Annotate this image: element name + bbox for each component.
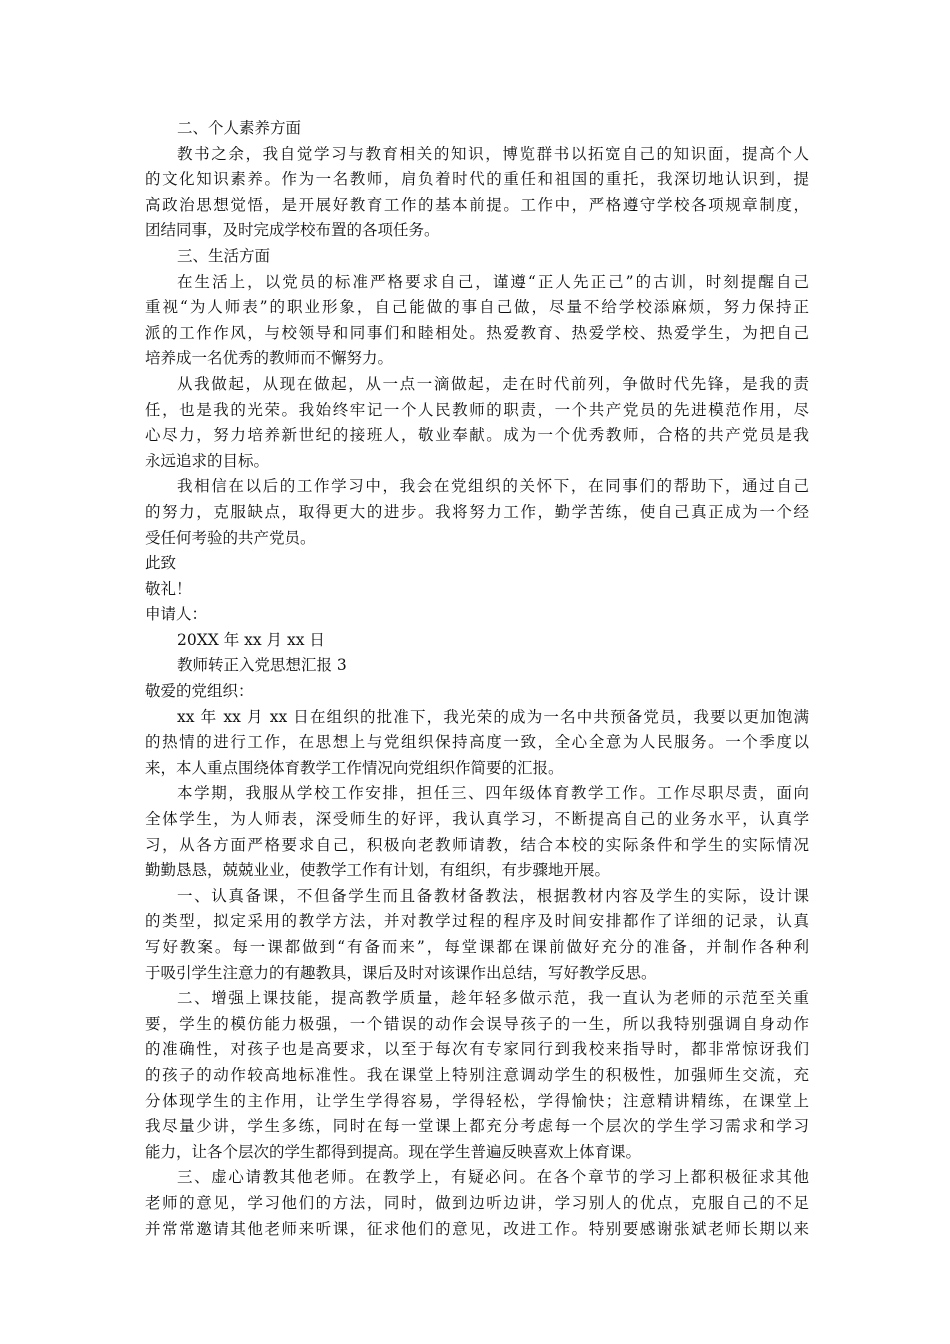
text-line: 于吸引学生注意力的有趣教具，课后及时对该课作出总结，写好教学反思。	[145, 963, 657, 982]
text-line: 此致	[145, 554, 177, 573]
text-line: 重视“为人师表”的职业形象，自己能做的事自己做，尽量不给学校添麻烦，努力保持正	[145, 298, 809, 317]
text-line: 要，学生的模仿能力极强，一个错误的动作会误导孩子的一生，所以我特别强调自身动作	[145, 1014, 809, 1033]
text-line: 全体学生，为人师表，深受师生的好评，我认真学习，不断提高自己的业务水平，认真学	[145, 810, 809, 829]
text-line: 勤勤恳恳，兢兢业业，使教学工作有计划，有组织，有步骤地开展。	[145, 861, 611, 880]
text-line: 的准确性，对孩子也是高要求，以至于每次有专家同行到我校来指导时，都非常惊讶我们	[145, 1040, 809, 1059]
text-line: 二、增强上课技能，提高教学质量，趁年轻多做示范，我一直认为老师的示范至关重	[177, 989, 809, 1008]
text-line: 派的工作作风，与校领导和同事们和睦相处。热爱教育、热爱学校、热爱学生，为把自己	[145, 323, 809, 342]
text-line: 从我做起，从现在做起，从一点一滴做起，走在时代前列，争做时代先锋，是我的责	[177, 374, 809, 393]
text-line: 写好教案。每一课都做到“有备而来”，每堂课都在课前做好充分的准备，并制作各种利	[145, 938, 809, 956]
text-line: 任，也是我的光荣。我始终牢记一个人民教师的职责，一个共产党员的先进模范作用，尽	[145, 400, 809, 419]
text-line: 本学期，我服从学校工作安排，担任三、四年级体育教学工作。工作尽职尽责，面向	[177, 784, 809, 803]
text-line: 申请人：	[145, 605, 208, 624]
text-line: 的类型，拟定采用的教学方法，并对教学过程的程序及时间安排都作了详细的记录，认真	[145, 912, 809, 931]
text-line: 在生活上，以党员的标准严格要求自己，谨遵“正人先正己”的古训，时刻提醒自己	[177, 272, 809, 291]
text-line: 的努力，克服缺点，取得更大的进步。我将努力工作，勤学苦练，使自己真正成为一个经	[145, 502, 809, 521]
text-line: 习，从各方面严格要求自己，积极向老教师请教，结合本校的实际条件和学生的实际情况	[145, 835, 809, 854]
text-line: 团结同事，及时完成学校布置的各项任务。	[145, 221, 440, 240]
text-line: 的孩子的动作较高地标准性。我在课堂上特别注意调动学生的积极性，加强师生交流，充	[145, 1065, 809, 1084]
text-line: 老师的意见，学习他们的方法，同时，做到边听边讲，学习别人的优点，克服自己的不足	[145, 1193, 809, 1212]
text-line: 教师转正入党思想汇报 3	[177, 656, 347, 675]
text-line: 三、虚心请教其他老师。在教学上，有疑必问。在各个章节的学习上都积极征求其他	[177, 1168, 809, 1187]
text-line: 心尽力，努力培养新世纪的接班人，敬业奉献。成为一个优秀教师，合格的共产党员是我	[145, 426, 809, 445]
text-line: 高政治思想觉悟，是开展好教育工作的基本前提。工作中，严格遵守学校各项规章制度，	[145, 195, 809, 214]
text-line: 敬爱的党组织：	[145, 682, 254, 701]
text-line: 三、生活方面	[177, 246, 271, 265]
text-line: xx 年 xx 月 xx 日在组织的批准下，我光荣的成为一名中共预备党员，我要以更加饱满	[177, 707, 809, 726]
text-line: 分体现学生的主作用，让学生学得容易，学得轻松，学得愉快；注意精讲精练，在课堂上	[145, 1091, 809, 1110]
text-line: 敬礼！	[145, 579, 192, 598]
text-line: 一、认真备课，不但备学生而且备教材备教法，根据教材内容及学生的实际，设计课	[177, 886, 809, 905]
text-line: 20XX 年 xx 月 xx 日	[177, 630, 325, 649]
text-line: 培养成一名优秀的教师而不懈努力。	[145, 349, 394, 368]
text-line: 二、个人素养方面	[177, 119, 302, 137]
text-line: 教书之余，我自觉学习与教育相关的知识，博览群书以拓宽自己的知识面，提高个人	[177, 144, 809, 163]
text-line: 来，本人重点围绕体育教学工作情况向党组织作简要的汇报。	[145, 758, 564, 777]
text-line: 我尽量少讲，学生多练，同时在每一堂课上都充分考虑每一个层次的学生学习需求和学习	[145, 1117, 809, 1136]
text-line: 的热情的进行工作，在思想上与党组织保持高度一致，全心全意为人民服务。一个季度以	[145, 733, 809, 752]
text-line: 能力，让各个层次的学生都得到提高。现在学生普遍反映喜欢上体育课。	[145, 1142, 642, 1161]
text-line: 永远追求的目标。	[145, 451, 270, 470]
text-line: 我相信在以后的工作学习中，我会在党组织的关怀下，在同事们的帮助下，通过自己	[177, 477, 809, 496]
text-line: 的文化知识素养。作为一名教师，肩负着时代的重任和祖国的重托，我深切地认识到，提	[145, 170, 809, 189]
document-body	[145, 116, 809, 1242]
text-line: 并常常邀请其他老师来听课，征求他们的意见，改进工作。特别要感谢张斌老师长期以来	[145, 1219, 809, 1238]
text-line: 受任何考验的共产党员。	[145, 528, 316, 547]
